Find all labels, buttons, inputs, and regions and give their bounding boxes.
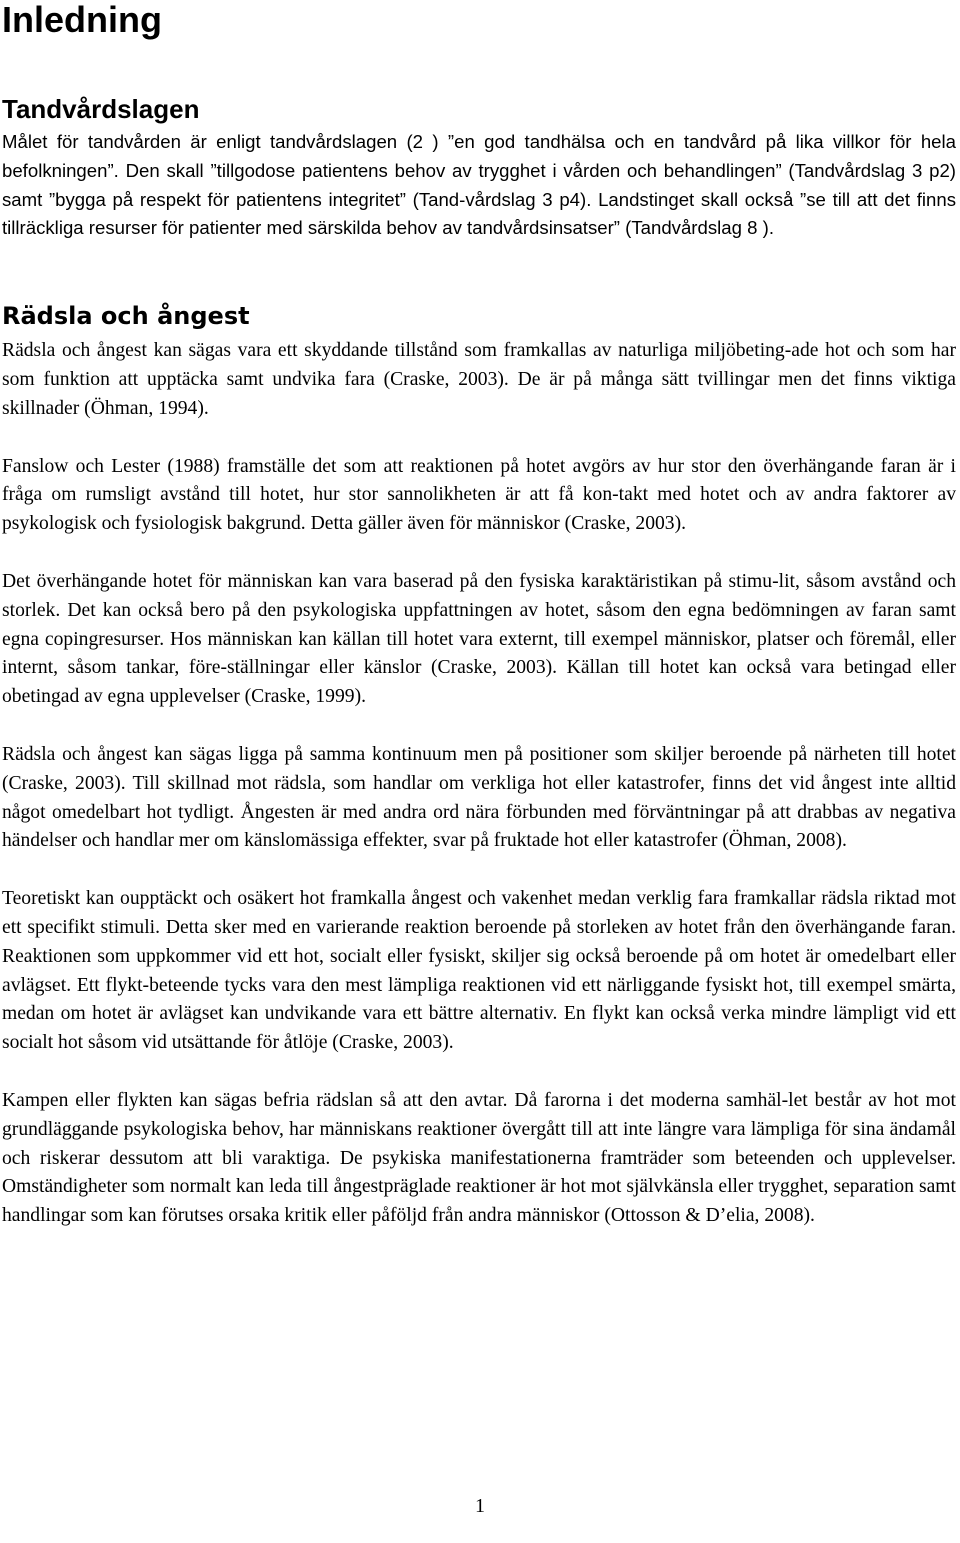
body-paragraph: Kampen eller flykten kan sägas befria rädslan så att den avtar. Då farorna i det moderna samhäl-let består av hot mot grundläggande psykologiska behov, har människans reaktioner övergått till att inte längre vara lämpliga för sina ändamål och riskerar dessutom att bli varaktiga. De psykiska manifestationerna framträder som beteenden och upplevelser. Omständigheter som normalt kan leda till ångestpräglade reaktioner är hot mot självkänsla eller trygghet, separation samt handlingar som kan förutses orsaka kritik eller påföljd från andra människor (Ottosson & D’elia, 2008).: [2, 1089, 956, 1227]
page-number: 1: [475, 1495, 485, 1517]
section-tandvardslagen: [2, 94, 956, 243]
section-heading: Tandvårdslagen: [2, 94, 200, 124]
body-paragraph: Rädsla och ångest kan sägas vara ett skyddande tillstånd som framkallas av naturliga miljöbeting-ade hot och som har som funktion att upptäcka samt undvika fara (Craske, 2003). De är på många sätt tvillingar men det finns viktiga skillnader (Öhman, 1994).: [2, 340, 956, 419]
body-paragraph: Teoretiskt kan oupptäckt och osäkert hot framkalla ångest och vakenhet medan verklig fara framkallar rädsla riktad mot ett specifikt stimuli. Detta sker med en varierande reaktion beroende på storleken av hotet från den överhängande faran. Reaktionen som uppkommer vid ett hot, socialt eller fysiskt, skiljer sig också beroende på om hotet är omedelbart eller avlägset. Ett flykt-beteende tycks vara den mest lämpliga reaktionen vid ett närliggande fysiskt hot, till exempel smärta, medan om hotet är avlägset kan undvikande vara ett bättre alternativ. En flykt kan också verka mindre lämpligt vid ett socialt hot såsom vid utsättande för åtlöje (Craske, 2003).: [2, 888, 956, 1054]
body-paragraph: Målet för tandvården är enligt tandvårdslagen (2 ) ”en god tandhälsa och en tandvård på lika villkor för hela befolkningen”. Den skall ”tillgodose patientens behov av trygghet i vården och behandlingen” (Tandvårdslag 3 p2) samt ”bygga på respekt för patientens integritet” (Tand-vårdslag 3 p4). Landstinget skall också ”se till att det finns tillräckliga resurser för patienter med särskilda behov av tandvårdsinsatser” (Tandvårdslag 8 ).: [2, 131, 956, 239]
section-radsla-och-angest: [2, 301, 956, 1231]
body-paragraph: Det överhängande hotet för människan kan vara baserad på den fysiska karaktäristikan på stimu-lit, såsom avstånd och storlek. Det kan också bero på den psykologiska uppfattningen av hotet, såsom den egna bedömningen av faran samt egna copingresurser. Hos människan kan källan till hotet vara externt, till exempel människor, platser och föremål, eller internt, såsom tankar, före-ställningar eller känslor (Craske, 2003). Källan till hotet kan också vara betingad eller obetingad av egna upplevelser (Craske, 1999).: [2, 570, 956, 708]
body-paragraph: Fanslow och Lester (1988) framställe det som att reaktionen på hotet avgörs av hur stor den överhängande faran är i fråga om rumsligt avstånd till hotet, hur stor sannolikheten är att få kon-takt med hotet och av andra faktorer av psykologisk och fysiologisk bakgrund. Detta gäller även för människor (Craske, 2003).: [2, 455, 956, 535]
chapter-heading: Inledning: [2, 0, 162, 40]
body-paragraph: Rädsla och ångest kan sägas ligga på samma kontinuum men på positioner som skiljer beroende på närheten till hotet (Craske, 2003). Till skillnad mot rädsla, som handlar om verkliga hot eller katastrofer, finns det vid ångest inte alltid något omedelbart hot tydligt. Ångesten är med andra ord nära förbunden med förväntningar på att drabbas av negativa händelser och handlar mer om känslomässiga effekter, svar på fruktade hot eller katastrofer (Öhman, 2008).: [2, 743, 956, 852]
section-heading: Rädsla och ångest: [2, 302, 250, 331]
